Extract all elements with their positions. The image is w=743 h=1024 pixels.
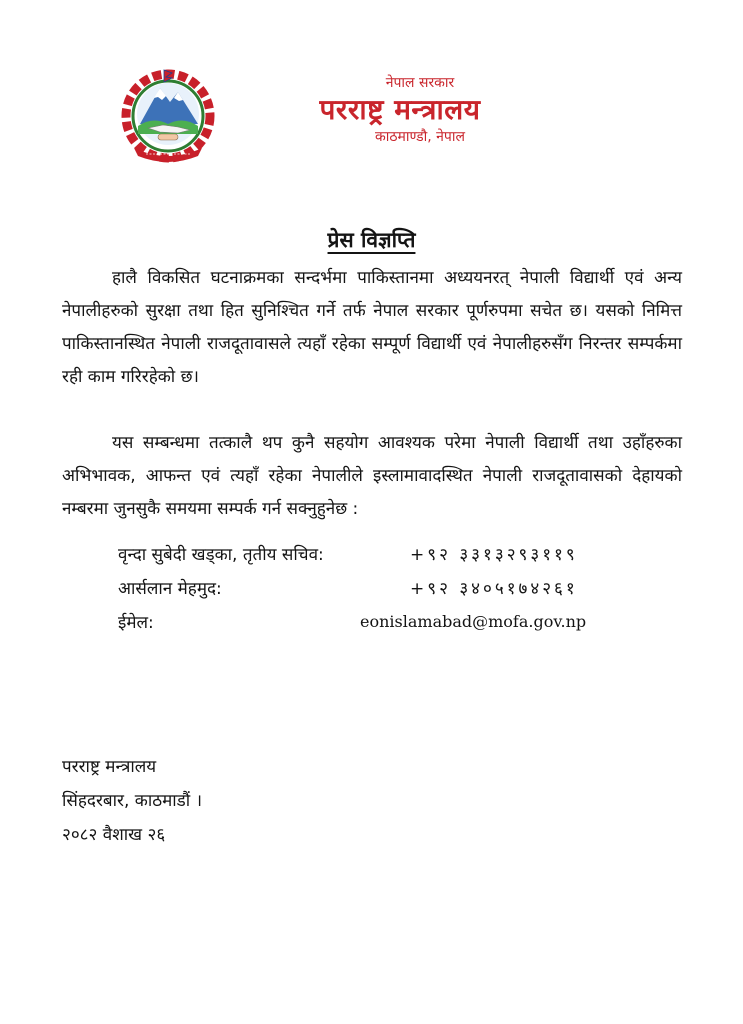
signature-address: सिंहदरबार, काठमाडौं । [62,791,203,811]
contact-phone: +९२ ३४०५१७४२६१ [410,579,578,599]
document-title [0,226,743,254]
contact-row [118,542,618,576]
paragraph-2: यस सम्बन्धमा तत्कालै थप कुनै सहयोग आवश्यक परेमा नेपाली विद्यार्थी तथा उहाँहरुका अभिभावक, आफन्त एवं त्यहाँ रहेका नेपालीले इस्लामावादस्थित नेपाली राजदूतावासको देहायको नम्बरमा जुनसुकै समयमा सम्पर्क गर्न सक्नुहुनेछ : [62,433,682,519]
nepal-emblem-icon [118,64,218,164]
signature-ministry: परराष्ट्र मन्त्रालय [62,757,157,777]
contact-name: आर्सलान मेहमुद: [118,579,222,599]
letterhead-ministry: परराष्ट्र मन्त्रालय [319,93,481,126]
paragraph-1: हालै विकसित घटनाक्रमका सन्दर्भमा पाकिस्तानमा अध्ययनरत् नेपाली विद्यार्थी एवं अन्य नेपालीहरुको सुरक्षा तथा हित सुनिश्चित गर्ने तर्फ नेपाल सरकार पूर्णरुपमा सचेत छ। यसको निमित्त पाकिस्तानस्थित नेपाली राजदूतावासले त्यहाँ रहेका सम्पूर्ण विद्यार्थी एवं नेपालीहरुसँग निरन्तर सम्पर्कमा रही काम गरिरहेको छ। [62,268,682,387]
contact-phone: +९२ ३३१३२९३११९ [410,545,578,565]
contact-name: वृन्दा सुबेदी खड्का, तृतीय सचिव: [118,545,324,565]
email-address: eonislamabad@mofa.gov.np [360,612,587,631]
signature-block [62,750,202,852]
email-label: ईमेल: [118,613,154,633]
signature-date: २०८२ वैशाख २६ [62,825,166,845]
document-title-text: प्रेस विज्ञप्ति [327,228,416,252]
letterhead [260,74,540,146]
contact-list [118,542,618,644]
contact-row [118,610,618,644]
letterhead-location: काठमाण्डौ, नेपाल [374,129,466,145]
letterhead-government: नेपाल सरकार [385,75,455,91]
contact-row [118,576,618,610]
